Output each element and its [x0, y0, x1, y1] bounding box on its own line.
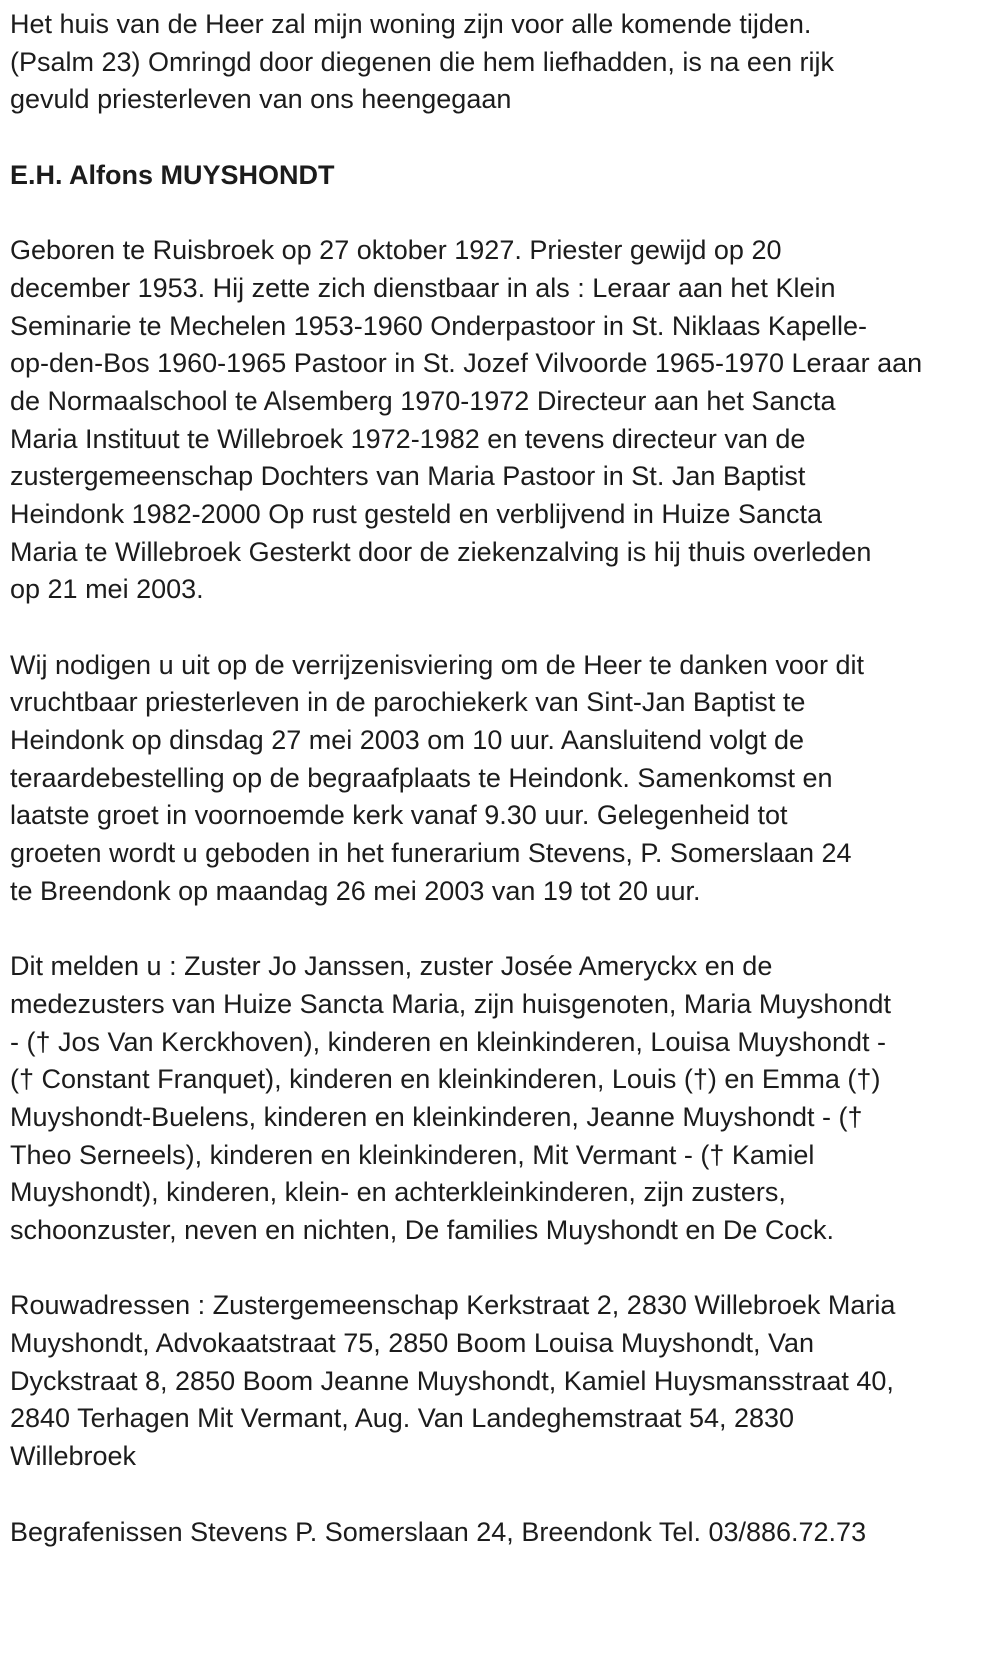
address-line: Willebroek	[10, 1441, 137, 1472]
deceased-name: E.H. Alfons MUYSHONDT	[10, 159, 335, 190]
family-line: († Constant Franquet), kinderen en kleinkinderen, Louis (†) en Emma (†)	[10, 1064, 881, 1095]
name-heading-block	[10, 157, 990, 195]
biography-line: Seminarie te Mechelen 1953-1960 Onderpastoor in St. Niklaas Kapelle-	[10, 310, 867, 341]
intro-line: Het huis van de Heer zal mijn woning zijn voor alle komende tijden.	[10, 9, 812, 39]
biography-paragraph	[10, 232, 990, 609]
biography-line: Geboren te Ruisbroek op 27 oktober 1927. Priester gewijd op 20	[10, 235, 782, 266]
biography-line: zustergemeenschap Dochters van Maria Pastoor in St. Jan Baptist	[10, 461, 806, 492]
biography-line: op-den-Bos 1960-1965 Pastoor in St. Jozef Vilvoorde 1965-1970 Leraar aan	[10, 348, 923, 379]
family-line: - († Jos Van Kerckhoven), kinderen en kleinkinderen, Louisa Muyshondt -	[10, 1026, 886, 1057]
biography-line: december 1953. Hij zette zich dienstbaar in als : Leraar aan het Klein	[10, 272, 836, 303]
family-line: Dit melden u : Zuster Jo Janssen, zuster Josée Ameryckx en de	[10, 951, 773, 982]
family-line: Muyshondt), kinderen, klein- en achterkleinkinderen, zijn zusters,	[10, 1177, 786, 1208]
funeral-line: vruchtbaar priesterleven in de parochiekerk van Sint-Jan Baptist te	[10, 687, 806, 718]
funeral-paragraph	[10, 647, 990, 911]
intro-paragraph	[10, 6, 990, 119]
address-line: Dyckstraat 8, 2850 Boom Jeanne Muyshondt, Kamiel Huysmansstraat 40,	[10, 1365, 894, 1396]
funeral-line: Wij nodigen u uit op de verrijzenisviering om de Heer te danken voor dit	[10, 649, 864, 680]
family-paragraph	[10, 948, 990, 1250]
family-line: schoonzuster, neven en nichten, De families Muyshondt en De Cock.	[10, 1215, 834, 1245]
family-line: Muyshondt-Buelens, kinderen en kleinkinderen, Jeanne Muyshondt - (†	[10, 1101, 863, 1132]
address-line: Rouwadressen : Zustergemeenschap Kerkstraat 2, 2830 Willebroek Maria	[10, 1290, 896, 1321]
biography-line: de Normaalschool te Alsemberg 1970-1972 Directeur aan het Sancta	[10, 385, 836, 416]
funeral-line: groeten wordt u geboden in het funerarium Stevens, P. Somerslaan 24	[10, 838, 852, 869]
funeral-line: laatste groet in voornoemde kerk vanaf 9.30 uur. Gelegenheid tot	[10, 800, 788, 831]
biography-line: Heindonk 1982-2000 Op rust gesteld en verblijvend in Huize Sancta	[10, 498, 823, 529]
biography-line: Maria Instituut te Willebroek 1972-1982 en tevens directeur van de	[10, 423, 806, 454]
biography-line: op 21 mei 2003.	[10, 574, 204, 605]
address-line: Muyshondt, Advokaatstraat 75, 2850 Boom Louisa Muyshondt, Van	[10, 1328, 815, 1359]
biography-line: Maria te Willebroek Gesterkt door de ziekenzalving is hij thuis overleden	[10, 536, 872, 567]
address-line: 2840 Terhagen Mit Vermant, Aug. Van Landeghemstraat 54, 2830	[10, 1403, 795, 1434]
family-line: medezusters van Huize Sancta Maria, zijn huisgenoten, Maria Muyshondt	[10, 988, 891, 1019]
undertaker-paragraph	[10, 1514, 990, 1552]
addresses-paragraph	[10, 1287, 990, 1475]
intro-line: gevuld priesterleven van ons heengegaan	[10, 84, 512, 115]
intro-line: (Psalm 23) Omringd door diegenen die hem liefhadden, is na een rijk	[10, 46, 834, 77]
funeral-line: teraardebestelling op de begraafplaats te Heindonk. Samenkomst en	[10, 762, 833, 793]
funeral-line: te Breendonk op maandag 26 mei 2003 van 19 tot 20 uur.	[10, 875, 701, 906]
funeral-line: Heindonk op dinsdag 27 mei 2003 om 10 uur. Aansluitend volgt de	[10, 725, 805, 756]
family-line: Theo Serneels), kinderen en kleinkinderen, Mit Vermant - († Kamiel	[10, 1139, 815, 1170]
undertaker-line: Begrafenissen Stevens P. Somerslaan 24, Breendonk Tel. 03/886.72.73	[10, 1516, 867, 1547]
